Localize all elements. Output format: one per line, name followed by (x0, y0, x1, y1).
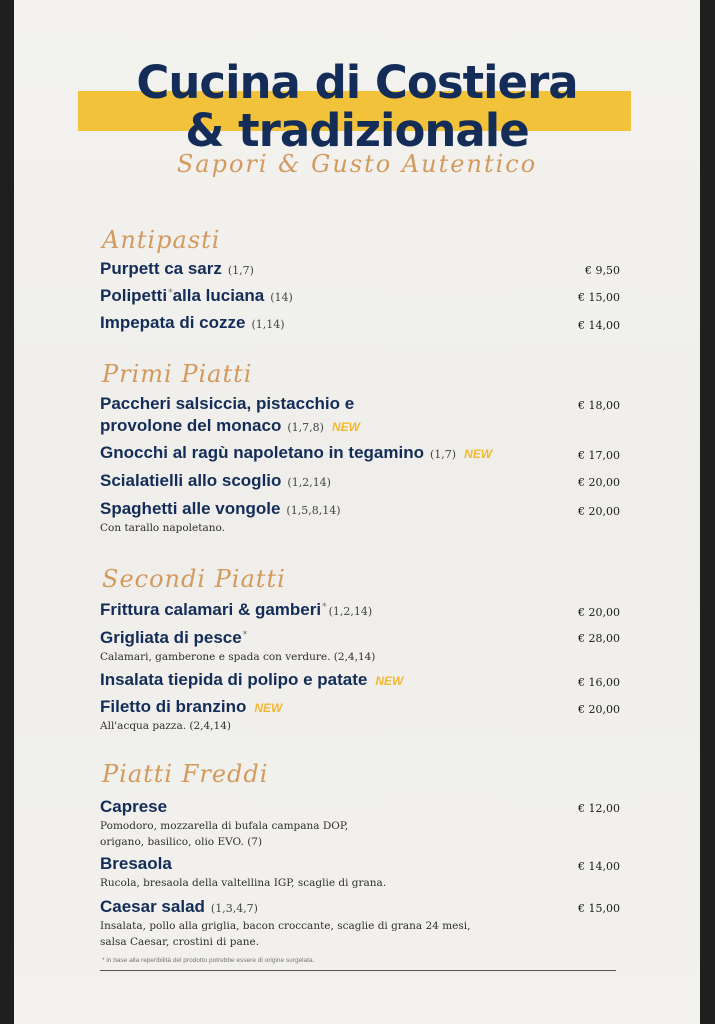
section-primi: Primi Piatti (102, 360, 253, 388)
allergen-codes: (1,5,8,14) (286, 504, 341, 517)
menu-title-line1: Cucina di Costiera (136, 56, 578, 109)
dish-description-cont: origano, basilico, olio EVO. (7) (100, 836, 263, 848)
dish-description: Con tarallo napoletano. (100, 522, 225, 534)
new-badge: NEW (331, 420, 360, 434)
dish-price: € 28,00 (578, 632, 620, 645)
allergen-codes: (1,2,14) (287, 476, 331, 489)
menu-page (14, 0, 700, 1024)
new-badge: NEW (464, 447, 493, 461)
dish-price: € 20,00 (578, 703, 620, 716)
dish-description: Rucola, bresaola della valtellina IGP, scaglie di grana. (100, 877, 387, 889)
dish-price: € 20,00 (578, 505, 620, 518)
dish-price: € 20,00 (578, 476, 620, 489)
dish-description: Calamari, gamberone e spada con verdure. (2,4,14) (100, 651, 376, 663)
allergen-codes: (1,3,4,7) (210, 902, 258, 915)
allergen-codes: (1,7,8) (287, 421, 324, 434)
dish-price: € 16,00 (578, 676, 620, 689)
menu-subtitle: Sapori & Gusto Autentico (176, 150, 538, 178)
dish-price: € 14,00 (578, 319, 620, 332)
allergen-codes: (1,7) (429, 448, 457, 461)
dish-name: Scialatielli allo scoglio (100, 471, 282, 490)
dish-price: € 9,50 (585, 264, 620, 277)
dish-name: Filetto di branzino (100, 697, 247, 716)
dish-name-cont: alla luciana (172, 286, 265, 305)
dish-description-cont: salsa Caesar, crostini di pane. (100, 936, 260, 948)
frozen-footnote: * in base alla reperibilità del prodotto potrebbe essere di origine surgelata. (102, 957, 315, 964)
section-antipasti: Antipasti (102, 226, 221, 254)
allergen-codes: (14) (270, 291, 293, 304)
new-badge: NEW (375, 674, 404, 688)
dish-price: € 20,00 (578, 606, 620, 619)
dish-name: Frittura calamari & gamberi (100, 600, 322, 619)
dish-price: € 15,00 (578, 902, 620, 915)
dish-name: Polipetti (100, 286, 168, 305)
dish-name: Caprese (100, 797, 168, 816)
dish-price: € 18,00 (578, 399, 620, 412)
footer-divider (100, 970, 616, 971)
section-secondi: Secondi Piatti (102, 565, 286, 593)
dish-price: € 17,00 (578, 449, 620, 462)
dish-name: Gnocchi al ragù napoletano in tegamino (100, 443, 424, 462)
new-badge: NEW (254, 701, 283, 715)
dish-name: Paccheri salsiccia, pistacchio e (100, 394, 355, 413)
dish-price: € 12,00 (578, 802, 620, 815)
dish-name: Insalata tiepida di polipo e patate (100, 670, 368, 689)
dish-name: Impepata di cozze (100, 313, 246, 332)
frozen-asterisk: * (322, 601, 327, 612)
allergen-codes: (1,14) (251, 318, 285, 331)
frozen-asterisk: * (242, 629, 248, 640)
dish-price: € 14,00 (578, 860, 620, 873)
dish-name: Spaghetti alle vongole (100, 499, 281, 518)
allergen-codes: (1,2,14) (328, 605, 373, 618)
section-freddi: Piatti Freddi (102, 760, 269, 788)
dish-description: Pomodoro, mozzarella di bufala campana DOP, (100, 820, 349, 832)
dish-name: Bresaola (100, 854, 172, 873)
dish-description: All'acqua pazza. (2,4,14) (100, 720, 231, 732)
frozen-asterisk: * (168, 287, 173, 298)
menu-title-line2: & tradizionale (185, 104, 529, 157)
dish-name: Purpett ca sarz (100, 259, 222, 278)
dish-description: Insalata, pollo alla griglia, bacon croccante, scaglie di grana 24 mesi, (100, 920, 471, 932)
dish-name-cont: provolone del monaco (100, 416, 282, 435)
dish-name: Grigliata di pesce (100, 628, 242, 647)
dish-name: Caesar salad (100, 897, 205, 916)
dish-price: € 15,00 (578, 291, 620, 304)
allergen-codes: (1,7) (227, 264, 254, 277)
